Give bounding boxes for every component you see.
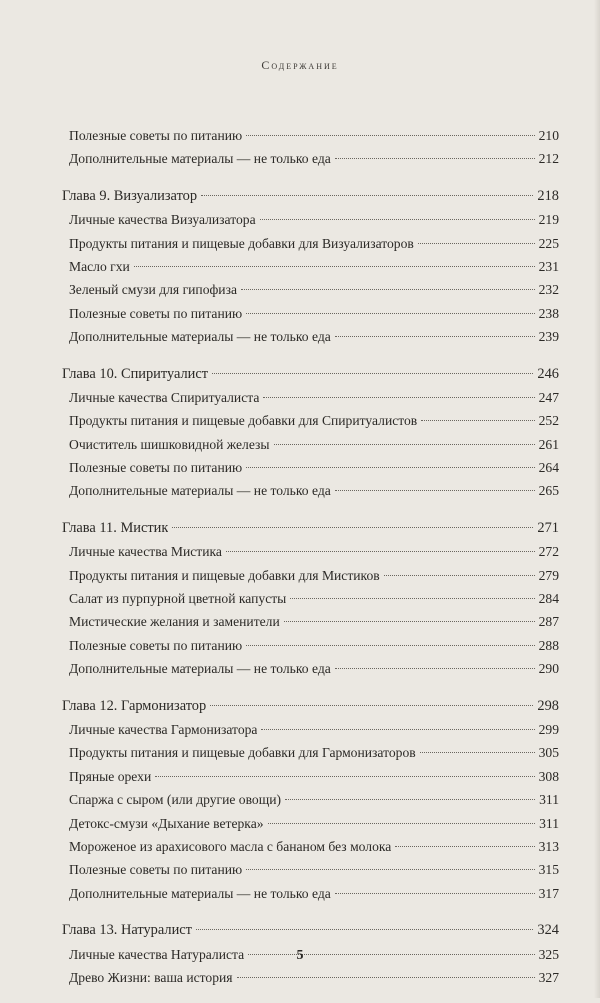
dot-leader bbox=[395, 846, 534, 847]
dot-leader bbox=[260, 219, 535, 220]
dot-leader bbox=[418, 243, 535, 244]
dot-leader bbox=[335, 490, 535, 491]
toc-entry[interactable] bbox=[62, 765, 559, 788]
toc-entry-title: Продукты питания и пищевые добавки для Визуализаторов bbox=[69, 235, 414, 251]
toc-page-number: 238 bbox=[538, 305, 559, 321]
toc-entry[interactable] bbox=[62, 610, 559, 633]
toc-chapter-heading[interactable] bbox=[62, 695, 559, 718]
toc-entry[interactable] bbox=[62, 479, 559, 502]
toc-page-number: 299 bbox=[538, 721, 559, 737]
toc-page-number: 247 bbox=[538, 389, 559, 405]
dot-leader bbox=[212, 373, 533, 374]
toc-entry-title: Детокс-смузи «Дыхание ветерка» bbox=[69, 815, 264, 831]
toc-entry[interactable] bbox=[62, 433, 559, 456]
toc-entry[interactable] bbox=[62, 208, 559, 231]
table-of-contents bbox=[62, 124, 559, 1003]
toc-entry-title: Личные качества Натуралиста bbox=[69, 946, 245, 962]
toc-entry[interactable] bbox=[62, 966, 559, 989]
dot-leader bbox=[134, 266, 535, 267]
toc-entry[interactable] bbox=[62, 409, 559, 432]
toc-entry-title: Салат из пурпурной цветной капусты bbox=[69, 591, 287, 607]
toc-page-number: 288 bbox=[538, 637, 559, 653]
dot-leader bbox=[335, 336, 535, 337]
toc-page-number: 231 bbox=[538, 258, 559, 274]
toc-entry[interactable] bbox=[62, 835, 559, 858]
toc-entry-title: Глава 13. Натуралист bbox=[62, 922, 192, 939]
toc-chapter bbox=[62, 185, 559, 349]
toc-entry[interactable] bbox=[62, 386, 559, 409]
toc-entry-title: Глава 9. Визуализатор bbox=[62, 187, 198, 204]
toc-entry[interactable] bbox=[62, 302, 559, 325]
toc-page-number: 264 bbox=[538, 460, 559, 476]
toc-page-number: 261 bbox=[538, 436, 559, 452]
toc-entry-title: Личные качества Визуализатора bbox=[69, 212, 256, 228]
toc-page-number: 311 bbox=[539, 815, 559, 831]
toc-page-number: 232 bbox=[538, 282, 559, 298]
toc-entry-title: Продукты питания и пищевые добавки для Мистиков bbox=[69, 567, 380, 583]
toc-entry-title: Личные качества Спиритуалиста bbox=[69, 389, 260, 405]
toc-page-number: 252 bbox=[538, 413, 559, 429]
toc-chapter bbox=[62, 695, 559, 906]
dot-leader bbox=[384, 575, 535, 576]
toc-entry[interactable] bbox=[62, 718, 559, 741]
toc-entry-title: Личные качества Гармонизатора bbox=[69, 721, 258, 737]
toc-entry[interactable] bbox=[62, 882, 559, 905]
toc-entry[interactable] bbox=[62, 788, 559, 811]
toc-entry-title: Глава 12. Гармонизатор bbox=[62, 697, 207, 714]
toc-entry[interactable] bbox=[62, 456, 559, 479]
toc-page-number: 239 bbox=[538, 329, 559, 345]
toc-page-number: 313 bbox=[538, 838, 559, 854]
toc-page-number: 272 bbox=[538, 544, 559, 560]
toc-entry[interactable] bbox=[62, 325, 559, 348]
toc-entry-title: Глава 10. Спиритуалист bbox=[62, 365, 209, 382]
toc-entry-title: Спаржа с сыром (или другие овощи) bbox=[69, 792, 281, 808]
toc-page-number: 308 bbox=[538, 768, 559, 784]
toc-page-number: 271 bbox=[537, 519, 559, 536]
dot-leader bbox=[196, 929, 533, 930]
dot-leader bbox=[201, 195, 533, 196]
toc-page-number: 317 bbox=[538, 885, 559, 901]
dot-leader bbox=[421, 420, 534, 421]
toc-entry-title: Полезные советы по питанию bbox=[69, 862, 243, 878]
toc-chapter bbox=[62, 363, 559, 503]
toc-entry-title: Личные качества Мистика bbox=[69, 544, 222, 560]
toc-page-number: 246 bbox=[537, 365, 559, 382]
dot-leader bbox=[274, 444, 535, 445]
dot-leader bbox=[290, 598, 534, 599]
toc-chapter bbox=[62, 517, 559, 681]
toc-chapter-heading[interactable] bbox=[62, 517, 559, 540]
dot-leader bbox=[155, 776, 534, 777]
toc-entry-title: Дополнительные материалы — не только еда bbox=[69, 151, 331, 167]
toc-page-number: 315 bbox=[538, 862, 559, 878]
toc-page-number: 327 bbox=[538, 969, 559, 985]
toc-page-number: 287 bbox=[538, 614, 559, 630]
toc-entry[interactable] bbox=[62, 232, 559, 255]
toc-entry-title: Мороженое из арахисового масла с бананом без молока bbox=[69, 838, 392, 854]
dot-leader bbox=[335, 893, 535, 894]
dot-leader bbox=[420, 752, 535, 753]
dot-leader bbox=[284, 621, 535, 622]
toc-entry[interactable] bbox=[62, 564, 559, 587]
toc-chapter-heading[interactable] bbox=[62, 185, 559, 208]
dot-leader bbox=[226, 551, 535, 552]
toc-entry[interactable] bbox=[62, 634, 559, 657]
dot-leader bbox=[285, 799, 535, 800]
dot-leader bbox=[246, 135, 534, 136]
toc-entry-title: Зеленый смузи для гипофиза bbox=[69, 282, 237, 298]
dot-leader bbox=[237, 977, 535, 978]
toc-entry-title: Дополнительные материалы — не только еда bbox=[69, 661, 331, 677]
toc-page-number: 210 bbox=[538, 128, 559, 143]
toc-page-number: 218 bbox=[537, 187, 559, 204]
toc-entry-title: Дополнительные материалы — не только еда bbox=[69, 885, 331, 901]
dot-leader bbox=[246, 313, 534, 314]
toc-entry[interactable] bbox=[62, 147, 559, 170]
toc-page-number: 279 bbox=[538, 567, 559, 583]
toc-entry-title: Пряные орехи bbox=[69, 768, 152, 784]
dot-leader bbox=[261, 729, 534, 730]
toc-entry[interactable] bbox=[62, 657, 559, 680]
toc-entry[interactable] bbox=[62, 255, 559, 278]
toc-entry-title: Полезные советы по питанию bbox=[69, 128, 243, 143]
toc-chapter-heading[interactable] bbox=[62, 919, 559, 942]
toc-entry-title: Дополнительные материалы — не только еда bbox=[69, 329, 331, 345]
toc-entry[interactable] bbox=[62, 124, 559, 147]
toc-chapter bbox=[62, 124, 559, 171]
dot-leader bbox=[246, 645, 534, 646]
toc-page-number: 265 bbox=[538, 483, 559, 499]
toc-entry[interactable] bbox=[62, 858, 559, 881]
toc-page-number: 290 bbox=[538, 661, 559, 677]
dot-leader bbox=[335, 668, 535, 669]
toc-entry-title: Продукты питания и пищевые добавки для Спиритуалистов bbox=[69, 413, 418, 429]
toc-page-number: 325 bbox=[538, 946, 559, 962]
toc-entry-title: Полезные советы по питанию bbox=[69, 637, 243, 653]
toc-entry[interactable] bbox=[62, 741, 559, 764]
running-header: Содержание bbox=[261, 58, 339, 72]
toc-entry-title: Масло гхи bbox=[69, 258, 130, 274]
toc-page-number: 311 bbox=[539, 792, 559, 808]
toc-entry-title: Древо Жизни: ваша история bbox=[69, 969, 233, 985]
toc-entry-title: Продукты питания и пищевые добавки для Гармонизаторов bbox=[69, 745, 416, 761]
dot-leader bbox=[241, 289, 535, 290]
dot-leader bbox=[172, 527, 533, 528]
toc-entry[interactable] bbox=[62, 812, 559, 835]
toc-entry-title: Полезные советы по питанию bbox=[69, 460, 243, 476]
toc-entry-title: Очиститель шишковидной железы bbox=[69, 436, 270, 452]
dot-leader bbox=[246, 869, 534, 870]
toc-entry[interactable] bbox=[62, 278, 559, 301]
toc-page-number: 305 bbox=[538, 745, 559, 761]
toc-entry[interactable] bbox=[62, 587, 559, 610]
toc-page-number: 212 bbox=[538, 151, 559, 167]
toc-entry-title: Полезные советы по питанию bbox=[69, 305, 243, 321]
toc-entry-title: Глава 11. Мистик bbox=[62, 519, 169, 536]
toc-chapter-heading[interactable] bbox=[62, 363, 559, 386]
page-number: 5 bbox=[296, 948, 304, 963]
dot-leader bbox=[268, 823, 536, 824]
toc-entry-title: Мистические желания и заменители bbox=[69, 614, 280, 630]
toc-entry[interactable] bbox=[62, 540, 559, 563]
dot-leader bbox=[335, 158, 535, 159]
dot-leader bbox=[246, 467, 534, 468]
toc-page-number: 298 bbox=[537, 697, 559, 714]
toc-page-number: 324 bbox=[537, 922, 559, 939]
toc-page-number: 225 bbox=[538, 235, 559, 251]
page-edge-shadow bbox=[594, 0, 600, 998]
toc-entry-title: Дополнительные материалы — не только еда bbox=[69, 483, 331, 499]
toc-page-number: 219 bbox=[538, 212, 559, 228]
dot-leader bbox=[210, 705, 533, 706]
dot-leader bbox=[263, 397, 534, 398]
toc-page-number: 284 bbox=[538, 591, 559, 607]
